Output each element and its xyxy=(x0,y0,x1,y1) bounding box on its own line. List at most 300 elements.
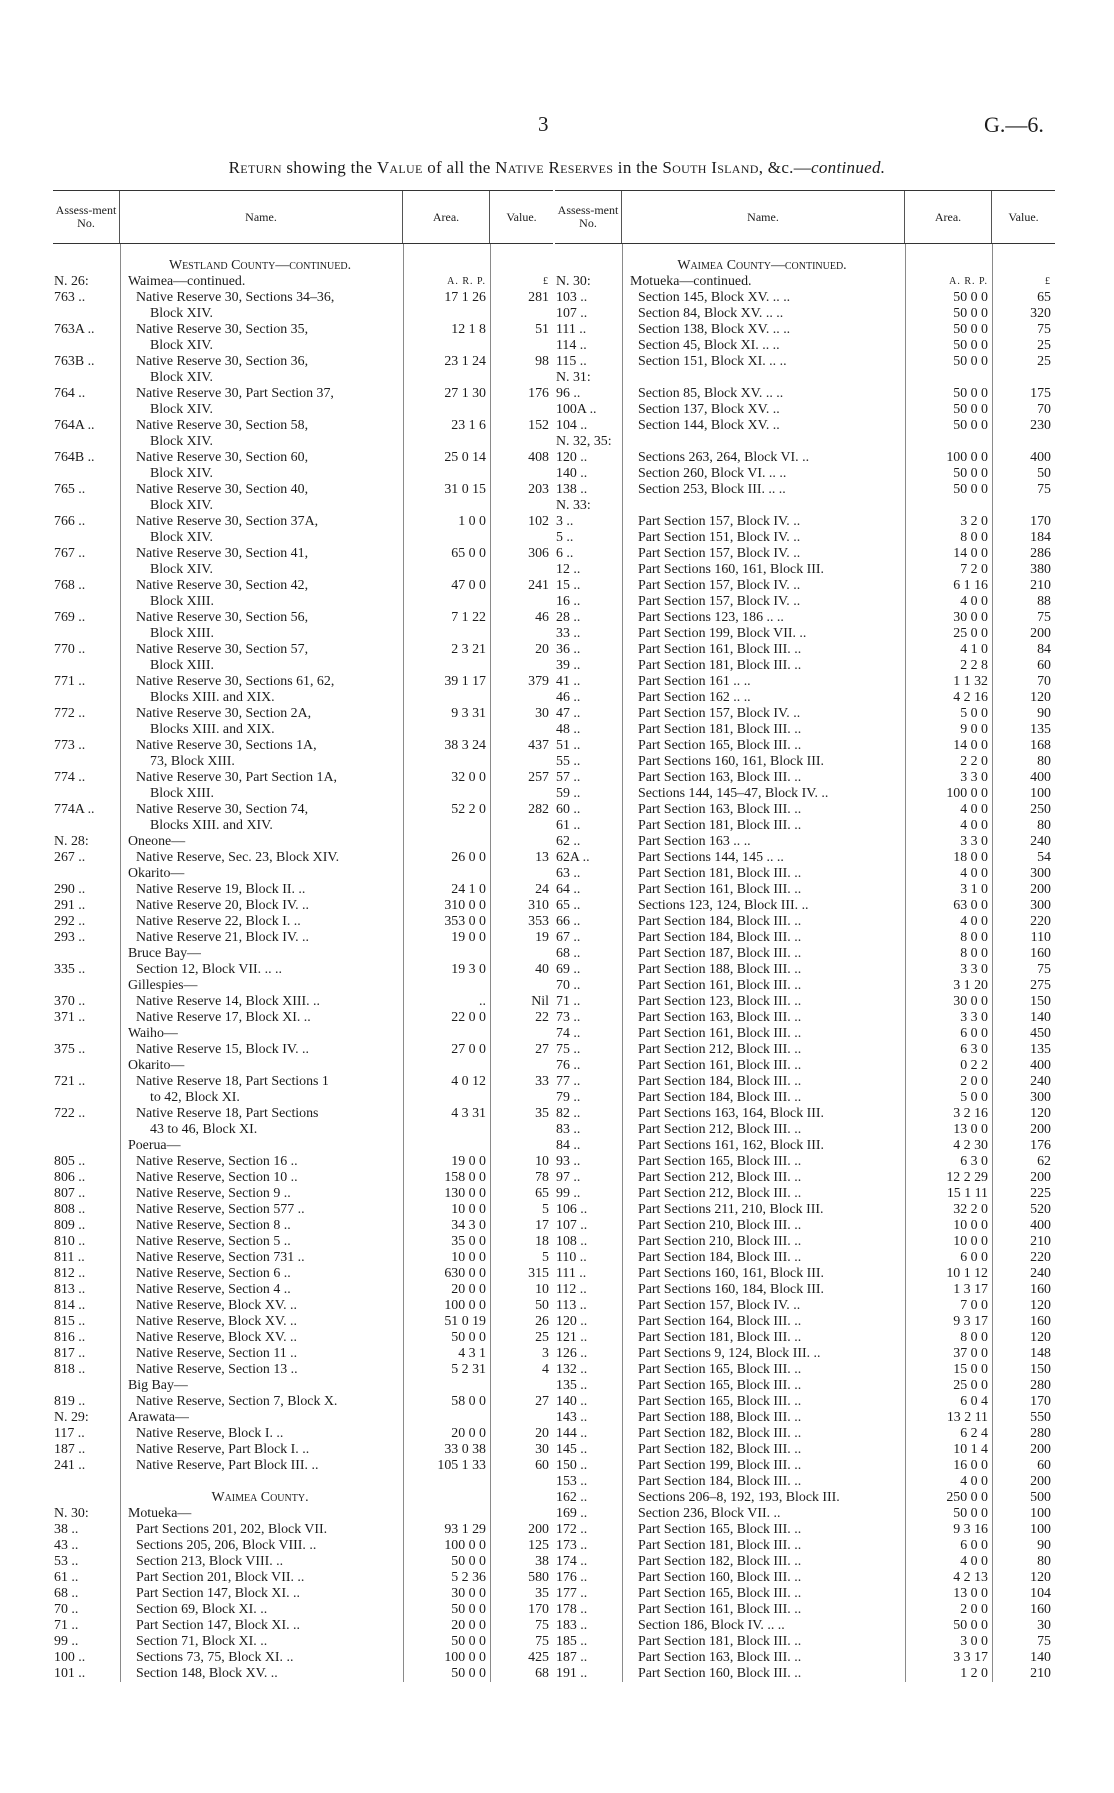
name-cell: Part Section 157, Block IV. .. xyxy=(638,578,801,593)
header-area: Area. xyxy=(905,191,992,243)
area-cell: 158 0 0 xyxy=(444,1170,486,1185)
name-cell: Block XIII. xyxy=(150,594,215,609)
value-cell xyxy=(490,722,553,738)
area-cell xyxy=(403,594,490,610)
name-cell: Part Section 151, Block IV. .. xyxy=(638,530,801,545)
assessment-no-cell xyxy=(53,530,120,546)
area-cell: 19 3 0 xyxy=(451,962,486,977)
name-cell: Part Section 182, Block III. .. xyxy=(638,1554,802,1569)
value-cell xyxy=(992,370,1055,386)
value-cell: 75 xyxy=(1037,482,1051,497)
assessment-no-cell: 110 .. xyxy=(556,1250,587,1265)
name-cell: Part Section 199, Block III. .. xyxy=(638,1458,802,1473)
area-cell: 105 1 33 xyxy=(437,1458,486,1473)
table-row xyxy=(555,1506,1055,1522)
value-cell: 30 xyxy=(1037,1618,1051,1633)
assessment-no-cell xyxy=(53,370,120,386)
assessment-no-cell: 59 .. xyxy=(556,786,581,801)
area-cell: 37 0 0 xyxy=(953,1346,988,1361)
value-cell xyxy=(490,658,553,674)
assessment-no-cell xyxy=(53,1490,120,1506)
area-cell: 4 0 0 xyxy=(960,1554,988,1569)
table-row xyxy=(555,1426,1055,1442)
table-row xyxy=(555,1250,1055,1266)
table-row xyxy=(555,450,1055,466)
title-continued: continued. xyxy=(811,158,886,177)
area-cell: 12 1 8 xyxy=(451,322,486,337)
assessment-no-cell: 375 .. xyxy=(54,1042,86,1057)
value-cell: 300 xyxy=(1030,866,1051,881)
value-cell: 200 xyxy=(1030,626,1051,641)
table-row xyxy=(53,1218,553,1234)
assessment-no-cell: 83 .. xyxy=(556,1122,581,1137)
name-cell: Part Section 165, Block III. .. xyxy=(638,1154,802,1169)
value-cell: 300 xyxy=(1030,898,1051,913)
assessment-no-cell: 93 .. xyxy=(556,1154,581,1169)
name-cell: Part Section 184, Block III. .. xyxy=(638,1250,802,1265)
table-row xyxy=(555,1026,1055,1042)
assessment-no-cell: 39 .. xyxy=(556,658,581,673)
area-cell: 50 0 0 xyxy=(953,386,988,401)
table-row xyxy=(555,1074,1055,1090)
assessment-no-cell: 3 .. xyxy=(556,514,574,529)
value-cell: 5 xyxy=(542,1202,549,1217)
area-cell: 3 3 0 xyxy=(960,834,988,849)
value-cell: 90 xyxy=(1037,706,1051,721)
name-cell: Waimea County. xyxy=(211,1490,309,1505)
table-row xyxy=(555,1522,1055,1538)
name-cell: Part Section 165, Block III. .. xyxy=(638,1586,802,1601)
table-row xyxy=(555,1570,1055,1586)
value-cell: 140 xyxy=(1030,1650,1051,1665)
assessment-no-cell: 766 .. xyxy=(54,514,86,529)
assessment-no-cell: 41 .. xyxy=(556,674,581,689)
assessment-no-cell: 104 .. xyxy=(556,418,588,433)
value-cell: 60 xyxy=(535,1458,549,1473)
table-row xyxy=(53,386,553,402)
value-cell xyxy=(490,530,553,546)
area-cell: 100 0 0 xyxy=(946,786,988,801)
table-row xyxy=(555,1154,1055,1170)
assessment-no-cell: 145 .. xyxy=(556,1442,588,1457)
name-cell: Part Section 181, Block III. .. xyxy=(638,722,802,737)
area-cell: 8 0 0 xyxy=(960,946,988,961)
value-cell: 38 xyxy=(535,1554,549,1569)
name-cell: Native Reserve, Section 11 .. xyxy=(136,1346,298,1361)
page-number: 3 xyxy=(538,112,549,136)
value-cell: 176 xyxy=(1030,1138,1051,1153)
value-cell: 200 xyxy=(1030,1170,1051,1185)
table-row xyxy=(53,1378,553,1394)
assessment-no-cell: 176 .. xyxy=(556,1570,588,1585)
area-cell: 4 0 12 xyxy=(451,1074,486,1089)
area-cell: 14 0 0 xyxy=(953,546,988,561)
name-cell: Native Reserve, Section 4 .. xyxy=(136,1282,291,1297)
assessment-no-cell: 774A .. xyxy=(54,802,95,817)
value-cell: 24 xyxy=(535,882,549,897)
name-cell: Part Section 162 .. .. xyxy=(638,690,751,705)
assessment-no-cell: N. 31: xyxy=(556,370,591,385)
name-cell: Part Section 147, Block XI. .. xyxy=(136,1586,300,1601)
name-cell: Part Sections 144, 145 .. .. xyxy=(638,850,784,865)
table-row xyxy=(53,1394,553,1410)
assessment-no-cell: 114 .. xyxy=(556,338,587,353)
table-row xyxy=(53,610,553,626)
table-row xyxy=(53,1602,553,1618)
assessment-no-cell xyxy=(53,258,120,274)
area-cell xyxy=(403,1058,490,1074)
value-cell: 520 xyxy=(1030,1202,1051,1217)
table-row xyxy=(53,1586,553,1602)
name-cell: Waimea County—continued. xyxy=(677,258,847,273)
name-cell: Blocks XIII. and XIX. xyxy=(150,690,275,705)
area-cell: 50 0 0 xyxy=(451,1330,486,1345)
name-cell: Part Section 188, Block III. .. xyxy=(638,962,802,977)
name-cell xyxy=(120,1474,403,1490)
name-cell: Part Section 181, Block III. .. xyxy=(638,866,802,881)
area-cell: 4 1 0 xyxy=(960,642,988,657)
left-table-body xyxy=(53,244,553,1682)
name-cell: Part Section 181, Block III. .. xyxy=(638,1330,802,1345)
value-cell xyxy=(490,1138,553,1154)
area-cell: 15 1 11 xyxy=(946,1186,988,1201)
value-cell: 310 xyxy=(528,898,549,913)
table-row xyxy=(53,290,553,306)
value-cell xyxy=(490,754,553,770)
value-cell: 35 xyxy=(535,1586,549,1601)
assessment-no-cell: 75 .. xyxy=(556,1042,581,1057)
assessment-no-cell: 69 .. xyxy=(556,962,581,977)
value-cell: 75 xyxy=(1037,610,1051,625)
name-cell: Section 236, Block VII. .. xyxy=(638,1506,781,1521)
value-cell: 60 xyxy=(1037,1458,1051,1473)
table-row xyxy=(555,658,1055,674)
area-cell: 93 1 29 xyxy=(444,1522,486,1537)
area-cell xyxy=(403,1474,490,1490)
name-cell: Part Section 212, Block III. .. xyxy=(638,1122,802,1137)
value-cell xyxy=(490,946,553,962)
table-row xyxy=(555,1474,1055,1490)
table-row xyxy=(555,1186,1055,1202)
table-row xyxy=(53,1474,553,1490)
table-row xyxy=(53,482,553,498)
value-cell xyxy=(490,1490,553,1506)
area-cell: 3 3 17 xyxy=(953,1650,988,1665)
area-cell: 353 0 0 xyxy=(444,914,486,929)
value-cell: 380 xyxy=(1030,562,1051,577)
table-row xyxy=(53,1618,553,1634)
name-cell: Native Reserve 30, Section 58, xyxy=(136,418,309,433)
assessment-no-cell: N. 30: xyxy=(556,274,591,289)
area-cell: 4 0 0 xyxy=(960,1474,988,1489)
table-row xyxy=(53,1442,553,1458)
assessment-no-cell: 84 .. xyxy=(556,1138,581,1153)
area-cell: 24 1 0 xyxy=(451,882,486,897)
name-cell: Part Section 157, Block IV. .. xyxy=(638,706,801,721)
table-title xyxy=(0,158,1114,178)
area-cell xyxy=(403,1410,490,1426)
value-cell: 30 xyxy=(535,1442,549,1457)
value-cell: 50 xyxy=(535,1298,549,1313)
name-cell: Native Reserve 18, Part Sections 1 xyxy=(136,1074,329,1089)
name-cell: Okarito— xyxy=(128,866,185,881)
assessment-no-cell: 722 .. xyxy=(54,1106,86,1121)
value-cell: 10 xyxy=(535,1282,549,1297)
table-row xyxy=(53,850,553,866)
name-cell: Native Reserve, Section 8 .. xyxy=(136,1218,291,1233)
table-row xyxy=(555,434,1055,450)
table-row xyxy=(53,1154,553,1170)
value-cell: 54 xyxy=(1037,850,1051,865)
value-cell: 306 xyxy=(528,546,549,561)
area-cell: 38 3 24 xyxy=(444,738,486,753)
area-cell: 1 3 17 xyxy=(953,1282,988,1297)
area-cell: 1 2 0 xyxy=(960,1666,988,1681)
assessment-no-cell: 764B .. xyxy=(54,450,95,465)
table-row xyxy=(555,1106,1055,1122)
area-cell xyxy=(403,866,490,882)
table-row xyxy=(53,738,553,754)
assessment-no-cell: 806 .. xyxy=(54,1170,86,1185)
area-cell: 5 2 31 xyxy=(451,1362,486,1377)
name-cell: Part Section 147, Block XI. .. xyxy=(136,1618,300,1633)
value-cell: 240 xyxy=(1030,1074,1051,1089)
assessment-no-cell: 768 .. xyxy=(54,578,86,593)
table-row xyxy=(555,1538,1055,1554)
value-cell: 437 xyxy=(528,738,549,753)
value-cell: 30 xyxy=(535,706,549,721)
value-cell: 5 xyxy=(542,1250,549,1265)
name-cell: Native Reserve, Section 13 .. xyxy=(136,1362,298,1377)
name-cell: Part Section 184, Block III. .. xyxy=(638,1090,802,1105)
value-cell xyxy=(490,1122,553,1138)
assessment-no-cell: 763 .. xyxy=(54,290,86,305)
area-cell: 1 0 0 xyxy=(458,514,486,529)
assessment-no-cell: 293 .. xyxy=(54,930,86,945)
value-cell: 27 xyxy=(535,1042,549,1057)
area-cell xyxy=(403,306,490,322)
assessment-no-cell: 135 .. xyxy=(556,1378,588,1393)
title-text-2: of all the xyxy=(422,158,496,177)
assessment-no-cell: 769 .. xyxy=(54,610,86,625)
assessment-no-cell: 818 .. xyxy=(54,1362,86,1377)
area-cell xyxy=(403,818,490,834)
assessment-no-cell xyxy=(53,626,120,642)
name-cell: Waimea—continued. xyxy=(128,274,246,289)
table-row xyxy=(53,418,553,434)
table-row xyxy=(555,290,1055,306)
area-cell: 3 2 0 xyxy=(960,514,988,529)
table-row xyxy=(53,546,553,562)
title-text-1: showing the xyxy=(281,158,377,177)
assessment-no-cell: 65 .. xyxy=(556,898,581,913)
area-cell: 2 2 8 xyxy=(960,658,988,673)
name-cell: Part Sections 160, 161, Block III. xyxy=(638,562,824,577)
table-row xyxy=(555,962,1055,978)
area-cell: 4 0 0 xyxy=(960,594,988,609)
area-cell: 6 3 0 xyxy=(960,1042,988,1057)
value-cell: 408 xyxy=(528,450,549,465)
assessment-no-cell: 12 .. xyxy=(556,562,581,577)
table-row xyxy=(555,466,1055,482)
area-cell xyxy=(403,1122,490,1138)
value-cell: 150 xyxy=(1030,994,1051,1009)
header-value: Value. xyxy=(1008,209,1039,224)
name-cell: Part Section 161, Block III. .. xyxy=(638,1602,802,1617)
table-row xyxy=(53,994,553,1010)
area-cell: 20 0 0 xyxy=(451,1426,486,1441)
value-cell: 19 xyxy=(535,930,549,945)
table-row xyxy=(555,514,1055,530)
name-cell: Native Reserve, Section 6 .. xyxy=(136,1266,291,1281)
assessment-no-cell: 162 .. xyxy=(556,1490,588,1505)
table-row xyxy=(555,546,1055,562)
table-row xyxy=(555,914,1055,930)
table-row xyxy=(53,1170,553,1186)
name-cell: Part Section 157, Block IV. .. xyxy=(638,594,801,609)
name-cell: Block XIII. xyxy=(150,786,215,801)
value-cell: 120 xyxy=(1030,1106,1051,1121)
table-row xyxy=(53,434,553,450)
table-row xyxy=(555,946,1055,962)
value-cell xyxy=(992,434,1055,450)
area-cell: 4 2 16 xyxy=(953,690,988,705)
value-cell xyxy=(490,1474,553,1490)
area-cell: 20 0 0 xyxy=(451,1618,486,1633)
name-cell: Big Bay— xyxy=(128,1378,188,1393)
area-cell xyxy=(403,1378,490,1394)
value-cell: 100 xyxy=(1030,786,1051,801)
name-cell: Native Reserve, Section 577 .. xyxy=(136,1202,305,1217)
value-cell: Nil xyxy=(531,994,549,1009)
table-row xyxy=(555,354,1055,370)
name-cell: Part Sections 163, 164, Block III. xyxy=(638,1106,824,1121)
assessment-no-cell: 805 .. xyxy=(54,1154,86,1169)
name-cell: Block XIV. xyxy=(150,562,214,577)
value-cell xyxy=(490,562,553,578)
table-row xyxy=(53,706,553,722)
table-row xyxy=(53,658,553,674)
table-row xyxy=(555,1138,1055,1154)
area-cell: 47 0 0 xyxy=(451,578,486,593)
right-header-row xyxy=(555,190,1055,244)
value-cell: 70 xyxy=(1037,402,1051,417)
assessment-no-cell: N. 30: xyxy=(54,1506,89,1521)
assessment-no-cell: 15 .. xyxy=(556,578,581,593)
area-cell: 10 1 12 xyxy=(946,1266,988,1281)
area-cell: 35 0 0 xyxy=(451,1234,486,1249)
table-row xyxy=(53,818,553,834)
value-cell: 26 xyxy=(535,1314,549,1329)
area-cell: 50 0 0 xyxy=(451,1634,486,1649)
assessment-no-cell xyxy=(53,1122,120,1138)
table-row xyxy=(53,1090,553,1106)
assessment-no-cell: 371 .. xyxy=(54,1010,86,1025)
assessment-no-cell: 812 .. xyxy=(54,1266,86,1281)
table-row xyxy=(53,562,553,578)
assessment-no-cell: 46 .. xyxy=(556,690,581,705)
table-row xyxy=(53,1490,553,1506)
assessment-no-cell xyxy=(53,690,120,706)
name-cell: Part Sections 201, 202, Block VII. xyxy=(136,1522,328,1537)
assessment-no-cell: 764 .. xyxy=(54,386,86,401)
header-name: Name. xyxy=(622,191,905,243)
assessment-no-cell: N. 28: xyxy=(54,834,89,849)
name-cell: Part Section 160, Block III. .. xyxy=(638,1666,802,1681)
area-cell xyxy=(403,1506,490,1522)
value-cell: 140 xyxy=(1030,1010,1051,1025)
area-cell: 32 0 0 xyxy=(451,770,486,785)
table-row xyxy=(555,738,1055,754)
value-cell: 220 xyxy=(1030,1250,1051,1265)
assessment-no-cell: 6 .. xyxy=(556,546,574,561)
assessment-no-cell: N. 33: xyxy=(556,498,591,513)
assessment-no-cell: 815 .. xyxy=(54,1314,86,1329)
assessment-no-cell: 177 .. xyxy=(556,1586,588,1601)
value-cell: £ xyxy=(1045,276,1051,287)
table-row xyxy=(53,1234,553,1250)
value-cell: 50 xyxy=(1037,466,1051,481)
value-cell xyxy=(490,834,553,850)
area-cell: 9 3 31 xyxy=(451,706,486,721)
assessment-no-cell: 48 .. xyxy=(556,722,581,737)
name-cell: Native Reserve 21, Block IV. .. xyxy=(136,930,309,945)
value-cell: 22 xyxy=(535,1010,549,1025)
name-cell: Section 253, Block III. .. .. xyxy=(638,482,786,497)
table-row xyxy=(53,930,553,946)
area-cell: 27 0 0 xyxy=(451,1042,486,1057)
name-cell: Part Section 188, Block III. .. xyxy=(638,1410,802,1425)
table-row xyxy=(555,1554,1055,1570)
value-cell: 240 xyxy=(1030,1266,1051,1281)
area-cell: 6 0 0 xyxy=(960,1026,988,1041)
assessment-no-cell: 66 .. xyxy=(556,914,581,929)
assessment-no-cell xyxy=(53,1058,120,1074)
area-cell xyxy=(403,1090,490,1106)
table-row xyxy=(53,1250,553,1266)
name-cell: Part Section 210, Block III. .. xyxy=(638,1234,802,1249)
area-cell: 6 2 4 xyxy=(960,1426,988,1441)
area-cell: 50 0 0 xyxy=(451,1666,486,1681)
table-row xyxy=(555,1090,1055,1106)
area-cell: 4 2 13 xyxy=(953,1570,988,1585)
name-cell: Sections 206–8, 192, 193, Block III. xyxy=(638,1490,840,1505)
name-cell: Sections 263, 264, Block VI. .. xyxy=(638,450,810,465)
table-row xyxy=(53,1138,553,1154)
table-row xyxy=(555,1618,1055,1634)
table-row xyxy=(555,1458,1055,1474)
table-row xyxy=(555,994,1055,1010)
assessment-no-cell: 68 .. xyxy=(556,946,581,961)
title-return: Return xyxy=(228,158,282,177)
area-cell: 32 2 0 xyxy=(953,1202,988,1217)
name-cell: Native Reserve 30, Sections 1A, xyxy=(136,738,317,753)
name-cell: Part Section 163, Block III. .. xyxy=(638,1010,802,1025)
name-cell: Part Section 182, Block III. .. xyxy=(638,1426,802,1441)
table-row xyxy=(53,530,553,546)
name-cell: Block XIV. xyxy=(150,498,214,513)
value-cell: 400 xyxy=(1030,450,1051,465)
assessment-no-cell: 62A .. xyxy=(556,850,590,865)
name-cell: Part Section 165, Block III. .. xyxy=(638,1522,802,1537)
area-cell: 6 1 16 xyxy=(953,578,988,593)
left-table xyxy=(53,190,553,1682)
value-cell: 10 xyxy=(535,1154,549,1169)
name-cell: Part Section 184, Block III. .. xyxy=(638,914,802,929)
area-cell: 7 1 22 xyxy=(451,610,486,625)
table-row xyxy=(53,898,553,914)
value-cell: 275 xyxy=(1030,978,1051,993)
